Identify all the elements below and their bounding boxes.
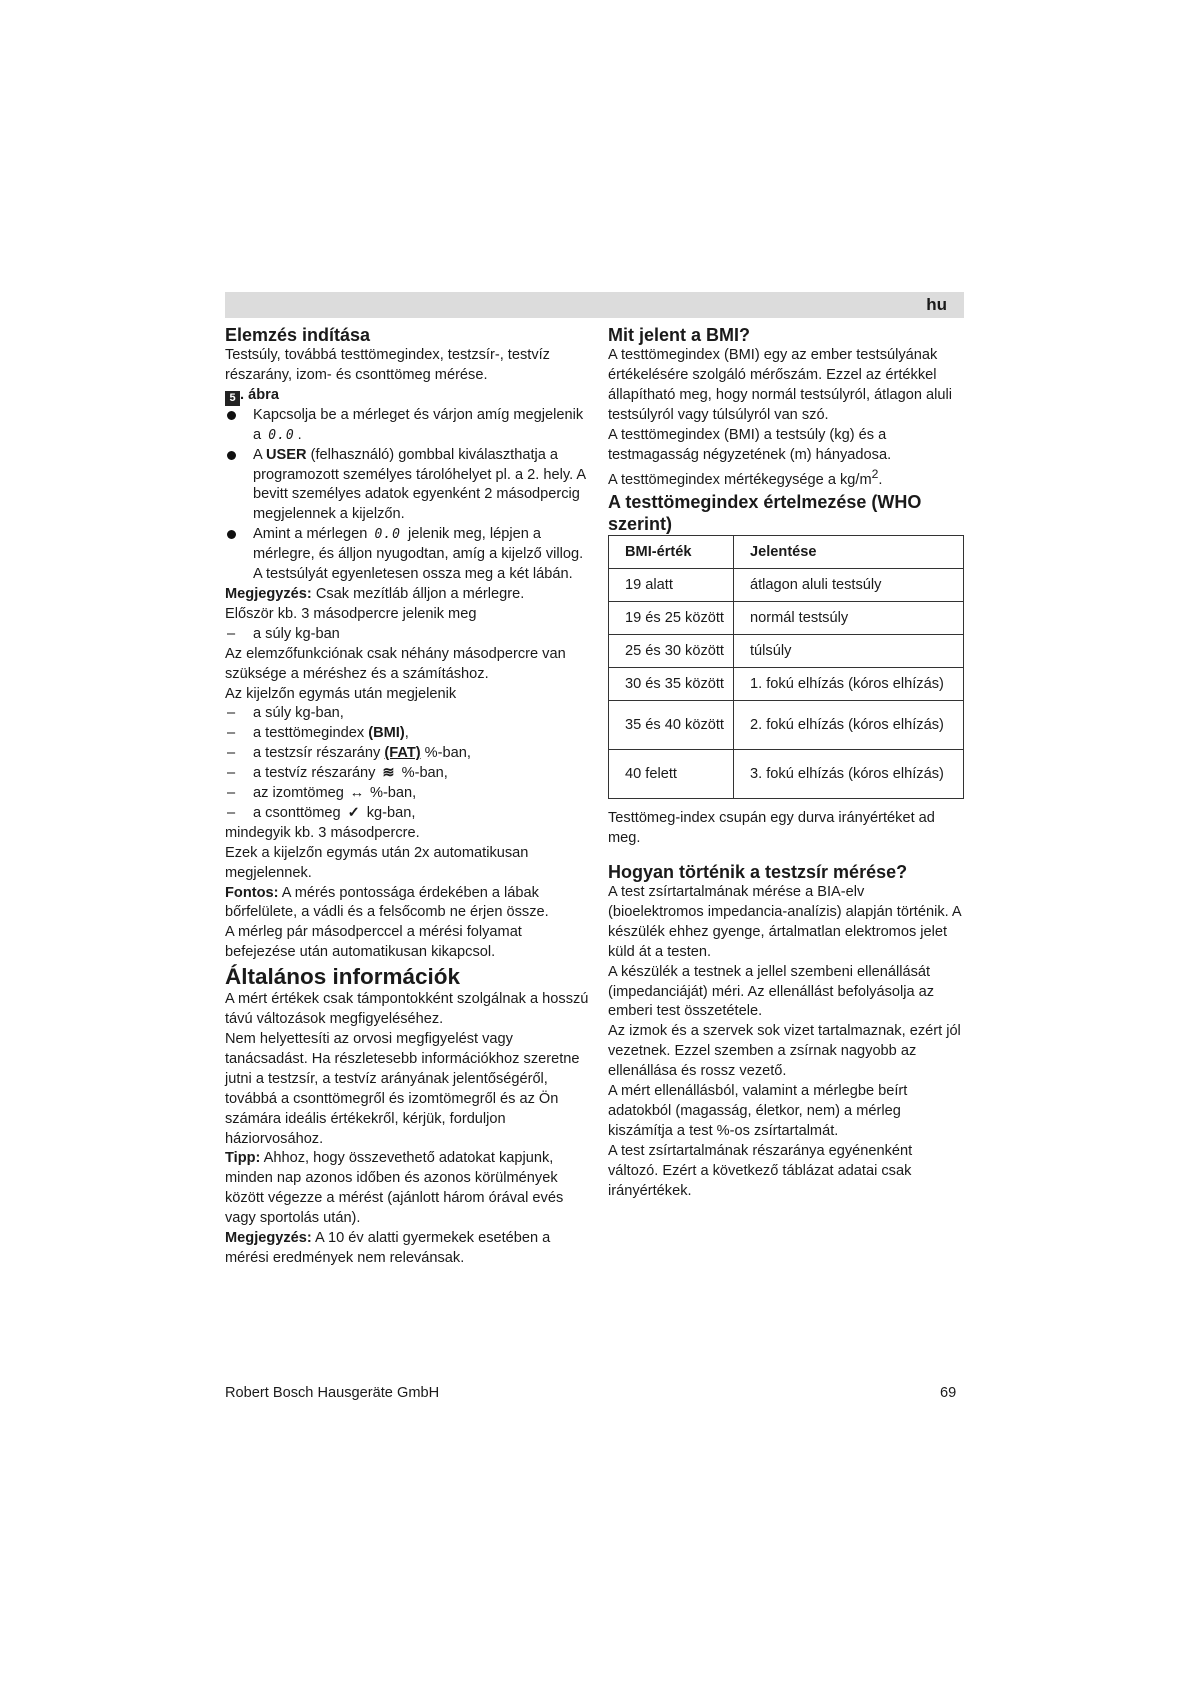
bone-icon: ✓ xyxy=(347,804,360,821)
table-header: Jelentése xyxy=(734,536,964,569)
table-cell: 1. fokú elhízás (kóros elhízás) xyxy=(734,668,964,701)
user-button-label: USER xyxy=(266,446,307,463)
bmi-text-2: A testtömegindex (BMI) a testsúly (kg) és a testmagasság négyzetének (m) hányadosa. xyxy=(608,426,892,463)
repeat-text: Ezek a kijelzőn egymás után 2x automatikusan megjelennek. xyxy=(225,844,529,881)
page-number: 69 xyxy=(940,1385,957,1401)
step-2: A USER (felhasználó) gombbal kiválaszthatja a programozott személyes tárolóhelyet pl. a 2. hely. A bevitt személyes adatok egyenként 2 másodpercig megjelennek a kijelzőn. xyxy=(225,446,595,526)
heading-bmi-who: A testtömegindex értelmezése (WHO szerint) xyxy=(608,492,922,535)
table-cell: 3. fokú elhízás (kóros elhízás) xyxy=(734,750,964,799)
bmi-text-1: A testtömegindex (BMI) egy az ember testsúlyának értékelésére szolgáló mérőszám. Ezzel az értékkel állapítható meg, hogy normál testsúlyról, átlagon aluli testsúlyról vagy túlsúlyról van szó. xyxy=(608,347,952,423)
fat-text-2: A készülék a testnek a jellel szembeni ellenállását (impedanciáját) méri. Az ellenállást befolyásolja az emberi test összetétele. xyxy=(608,963,935,1020)
table-row xyxy=(609,602,964,635)
table-cell: 25 és 30 között xyxy=(609,635,734,668)
table-row xyxy=(609,569,964,602)
figure-label: . ábra xyxy=(240,386,279,403)
table-row xyxy=(609,635,964,668)
list-item: – a súly kg-ban xyxy=(227,625,340,642)
table-cell: 40 felett xyxy=(609,750,734,799)
table-cell: 30 és 35 között xyxy=(609,668,734,701)
right-column xyxy=(608,324,964,1202)
table-note: Testtömeg-index csupán egy durva irányértéket ad meg. xyxy=(608,810,935,847)
list-item: – a csonttömeg ✓ kg-ban, xyxy=(225,804,595,824)
table-cell: 2. fokú elhízás (kóros elhízás) xyxy=(734,701,964,750)
note-children: Megjegyzés: A 10 év alatti gyermekek esetében a mérési eredmények nem relevánsak. xyxy=(225,1230,551,1266)
water-icon: ≋ xyxy=(382,765,395,782)
table-row xyxy=(609,701,964,750)
muscle-icon: ↔ xyxy=(349,785,365,802)
important-note: Fontos: A mérés pontossága érdekében a lábak bőrfelülete, a vádli és a felsőcomb ne érjen össze. xyxy=(225,884,549,921)
figure-number: 5 xyxy=(225,391,240,406)
table-cell: 35 és 40 között xyxy=(609,701,734,750)
list-item: – a testzsír részarány (FAT) %-ban, xyxy=(227,745,471,762)
analysis-text: Az elemzőfunkciónak csak néhány másodpercre van szüksége a méréshez és a számításhoz. xyxy=(225,645,566,682)
first-display: Először kb. 3 másodpercre jelenik meg xyxy=(225,605,477,622)
table-cell: 19 és 25 között xyxy=(609,602,734,635)
display-readout: 0.0 xyxy=(374,527,401,543)
table-cell: normál testsúly xyxy=(734,602,964,635)
heading-body-fat: Hogyan történik a testzsír mérése? xyxy=(608,862,908,883)
list-item: – az izomtömeg ↔ %-ban, xyxy=(225,784,595,804)
bmi-text-3: A testtömegindex mértékegysége a $kg/m^2$. xyxy=(608,467,883,489)
bullet-icon xyxy=(227,451,236,460)
display-readout: 0.0 xyxy=(268,427,295,443)
left-column xyxy=(225,324,595,1269)
list-item: – a súly kg-ban, xyxy=(227,705,344,722)
note-barefoot: Megjegyzés: Csak mezítláb álljon a mérlegre. xyxy=(225,585,525,602)
table-cell: átlagon aluli testsúly xyxy=(734,569,964,602)
figure-reference xyxy=(225,386,595,406)
intro-text: Testsúly, továbbá testtömegindex, testzsír-, testvíz részarány, izom- és csonttömeg mérése. xyxy=(225,347,550,383)
list-item: – a testtömegindex (BMI), xyxy=(227,725,409,742)
heading-general-info: Általános információk xyxy=(225,964,461,990)
table-header: BMI-érték xyxy=(609,536,734,569)
general-text-1: A mért értékek csak támpontokként szolgálnak a hosszú távú változások megfigyeléséhez. xyxy=(225,991,589,1028)
display-sequence: Az kijelzőn egymás után megjelenik xyxy=(225,685,457,702)
auto-off-text: A mérleg pár másodperccel a mérési folyamat befejezése után automatikusan kikapcsol. xyxy=(225,924,522,961)
list-item: – a testvíz részarány ≋ %-ban, xyxy=(225,764,595,784)
step-3: Amint a mérlegen 0.0 jelenik meg, lépjen a mérlegre, és álljon nyugodtan, amíg a kijelző villog. A testsúlyát egyenletesen ossza meg a két lábán. xyxy=(225,525,595,585)
fat-text-4: A mért ellenállásból, valamint a mérlegbe beírt adatokból (magasság, életkor, nem) a mérleg kiszámítja a test %-os zsírtartalmát. xyxy=(608,1083,908,1139)
footer-company: Robert Bosch Hausgeräte GmbH xyxy=(225,1385,440,1401)
fat-text-3: Az izmok és a szervek sok vizet tartalmaznak, ezért jól vezetnek. Ezzel szemben a zsírnak nagyobb az ellenállása és rossz vezető. xyxy=(608,1023,961,1080)
table-cell: túlsúly xyxy=(734,635,964,668)
language-bar xyxy=(225,292,964,318)
general-text-2: Nem helyettesíti az orvosi megfigyelést vagy tanácsadást. Ha részletesebb információkhoz szeretne jutni a testzsír, a testvíz arányának jelentőségéről, továbbá a csonttömegről és izomtömegről és az Ön számára ideális értékekről, kérjük, forduljon háziorvosához. xyxy=(225,1031,580,1147)
fat-text-1: A test zsírtartalmának mérése a BIA-elv (bioelektromos impedancia-analízis) alapján történik. A készülék ehhez gyenge, ártalmatlan elektromos jelet küld át a testen. xyxy=(608,884,961,960)
table-cell: 19 alatt xyxy=(609,569,734,602)
table-header-row xyxy=(609,536,964,569)
table-row xyxy=(609,750,964,799)
language-code: hu xyxy=(926,295,947,314)
bmi-table xyxy=(608,535,964,799)
tip-text: Tipp: Ahhoz, hogy összevethető adatokat kapjunk, minden nap azonos időben és azonos körülmények között végezze a mérést (ajánlott három órával evés vagy sportolás után). xyxy=(225,1150,564,1227)
bullet-icon xyxy=(227,530,236,539)
table-row xyxy=(609,668,964,701)
fat-text-5: A test zsírtartalmának részaránya egyénenként változó. Ezért a következő táblázat adatai csak irányértékek. xyxy=(608,1142,913,1199)
each-duration: mindegyik kb. 3 másodpercre. xyxy=(225,824,420,841)
heading-start-analysis: Elemzés indítása xyxy=(225,325,371,345)
bullet-icon xyxy=(227,411,236,420)
heading-bmi: Mit jelent a BMI? xyxy=(608,325,751,345)
step-1: Kapcsolja be a mérleget és várjon amíg megjelenik a 0.0 . xyxy=(225,406,595,446)
